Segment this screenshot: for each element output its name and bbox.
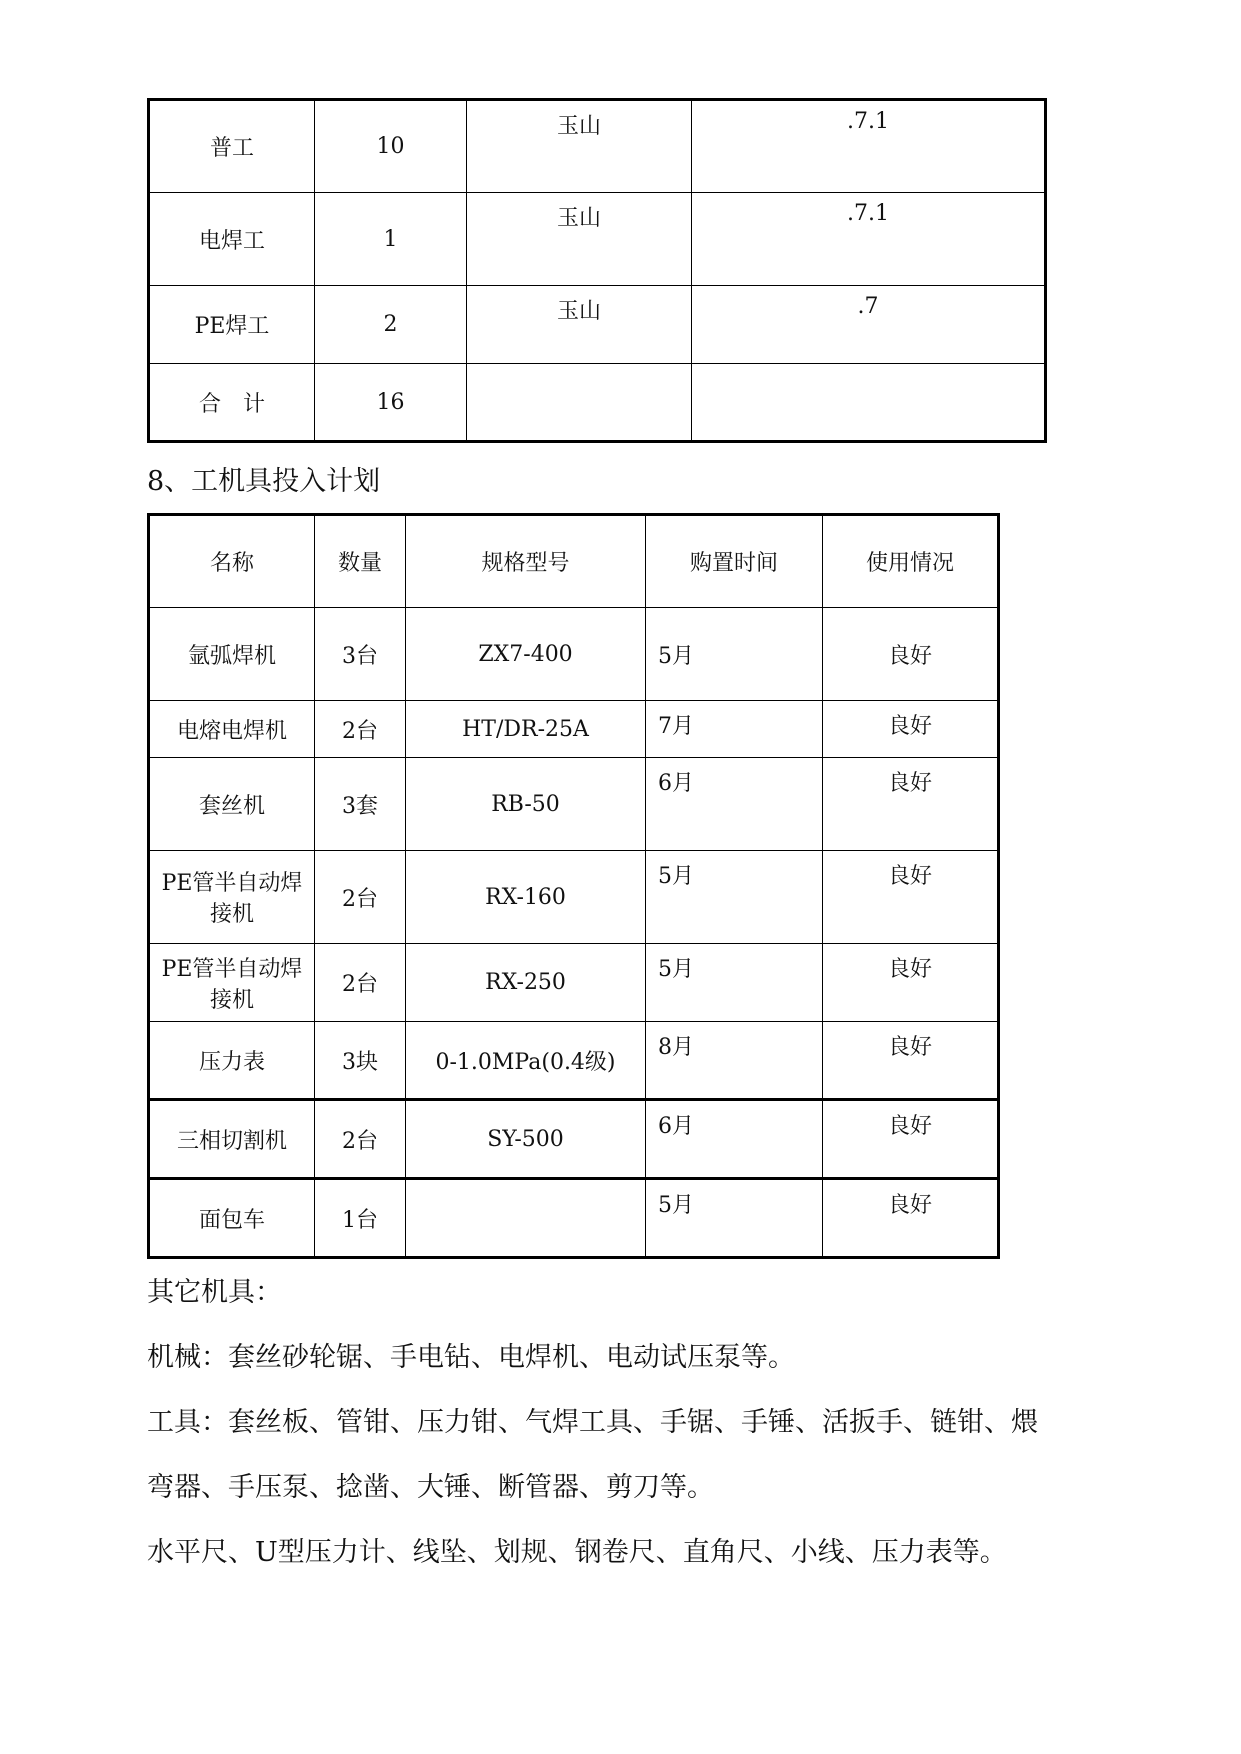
time-cell: 5月 (646, 608, 823, 701)
time-cell: 6月 (646, 1100, 823, 1179)
table-row (149, 758, 999, 851)
status-cell: 良好 (823, 851, 999, 944)
origin-cell: 玉山 (467, 193, 692, 286)
status-cell: 良好 (823, 944, 999, 1022)
date-cell: .7.1 (692, 100, 1046, 193)
machinery-paragraph: 机械：套丝砂轮锯、手电钻、电焊机、电动试压泵等。 (147, 1342, 795, 1373)
time-cell: 6月 (646, 758, 823, 851)
date-cell: .7.1 (692, 193, 1046, 286)
count-cell: 16 (315, 364, 467, 442)
model-cell: HT/DR-25A (406, 701, 646, 758)
instruments-paragraph: 水平尺、U型压力计、线坠、划规、钢卷尺、直角尺、小线、压力表等。 (147, 1537, 1007, 1568)
count-cell: 2 (315, 286, 467, 364)
table-row (149, 944, 999, 1022)
column-header: 数量 (315, 515, 406, 608)
table-row (149, 193, 1046, 286)
tools-paragraph-line-2: 弯器、手压泵、捻凿、大锤、断管器、剪刀等。 (147, 1472, 714, 1503)
table-row (149, 364, 1046, 442)
name-cell: 氩弧焊机 (149, 608, 315, 701)
status-cell: 良好 (823, 608, 999, 701)
name-cell: 三相切割机 (149, 1100, 315, 1179)
origin-cell: 玉山 (467, 100, 692, 193)
table-header-row (149, 515, 999, 608)
name-cell: PE管半自动焊接机 (149, 851, 315, 944)
column-header: 名称 (149, 515, 315, 608)
qty-cell: 3台 (315, 608, 406, 701)
qty-cell: 3套 (315, 758, 406, 851)
qty-cell: 2台 (315, 701, 406, 758)
name-cell: 套丝机 (149, 758, 315, 851)
tools-table (147, 513, 1000, 1259)
time-cell: 8月 (646, 1022, 823, 1100)
qty-cell: 2台 (315, 851, 406, 944)
time-cell: 5月 (646, 944, 823, 1022)
count-cell: 10 (315, 100, 467, 193)
table-row (149, 851, 999, 944)
time-cell: 5月 (646, 851, 823, 944)
qty-cell: 1台 (315, 1179, 406, 1258)
model-cell: ZX7-400 (406, 608, 646, 701)
date-cell: .7 (692, 286, 1046, 364)
origin-cell (467, 364, 692, 442)
time-cell: 5月 (646, 1179, 823, 1258)
section-title: 8、工机具投入计划 (147, 466, 381, 497)
date-cell (692, 364, 1046, 442)
qty-cell: 2台 (315, 1100, 406, 1179)
qty-cell: 2台 (315, 944, 406, 1022)
model-cell (406, 1179, 646, 1258)
table-row (149, 1100, 999, 1179)
table-row (149, 1179, 999, 1258)
status-cell: 良好 (823, 1100, 999, 1179)
model-cell: 0-1.0MPa(0.4级) (406, 1022, 646, 1100)
table-row (149, 1022, 999, 1100)
status-cell: 良好 (823, 758, 999, 851)
table-row (149, 100, 1046, 193)
table-row (149, 608, 999, 701)
trade-cell: 电焊工 (149, 193, 315, 286)
name-cell: PE管半自动焊接机 (149, 944, 315, 1022)
trade-cell: PE焊工 (149, 286, 315, 364)
name-cell: 面包车 (149, 1179, 315, 1258)
status-cell: 良好 (823, 701, 999, 758)
table-row (149, 701, 999, 758)
column-header: 规格型号 (406, 515, 646, 608)
other-tools-heading: 其它机具： (147, 1277, 282, 1308)
trade-cell: 普工 (149, 100, 315, 193)
name-cell: 电熔电焊机 (149, 701, 315, 758)
status-cell: 良好 (823, 1179, 999, 1258)
time-cell: 7月 (646, 701, 823, 758)
tools-paragraph-line-1: 工具：套丝板、管钳、压力钳、气焊工具、手锯、手锤、活扳手、链钳、煨 (147, 1407, 1038, 1438)
column-header: 使用情况 (823, 515, 999, 608)
name-cell: 压力表 (149, 1022, 315, 1100)
model-cell: SY-500 (406, 1100, 646, 1179)
model-cell: RB-50 (406, 758, 646, 851)
table-row (149, 286, 1046, 364)
model-cell: RX-250 (406, 944, 646, 1022)
qty-cell: 3块 (315, 1022, 406, 1100)
model-cell: RX-160 (406, 851, 646, 944)
column-header: 购置时间 (646, 515, 823, 608)
status-cell: 良好 (823, 1022, 999, 1100)
labor-table (147, 98, 1047, 443)
origin-cell: 玉山 (467, 286, 692, 364)
trade-cell: 合 计 (149, 364, 315, 442)
count-cell: 1 (315, 193, 467, 286)
